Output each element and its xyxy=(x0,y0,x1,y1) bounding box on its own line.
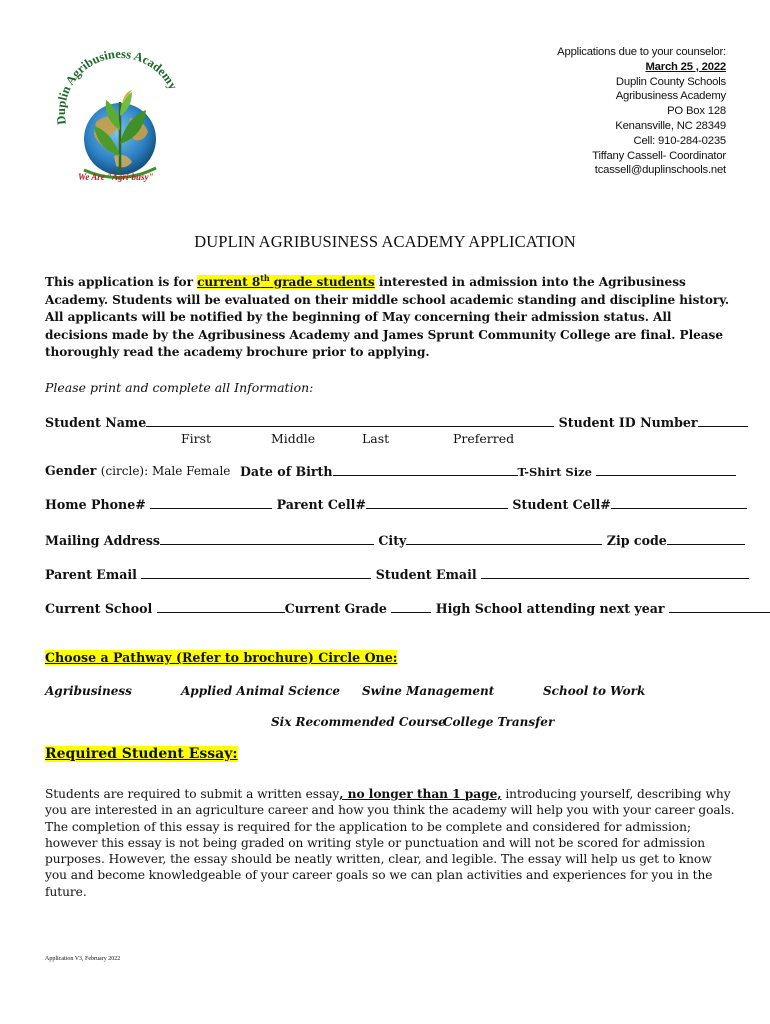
city-state-zip: Kenansville, NC 28349 xyxy=(615,119,726,132)
intro-highlight-a: current 8 xyxy=(197,275,261,289)
zip-label: Zip code xyxy=(606,533,667,548)
essay-instructions xyxy=(45,786,735,900)
dob-row xyxy=(240,463,736,479)
next-school-field[interactable] xyxy=(669,600,770,613)
coordinator-name: Tiffany Cassell- Coordinator xyxy=(592,149,726,162)
city-field[interactable] xyxy=(406,532,602,545)
parent-cell-label: Parent Cell# xyxy=(276,497,367,512)
pathway-agribusiness[interactable]: Agribusiness xyxy=(45,684,132,698)
pathway-school-to-work[interactable]: School to Work xyxy=(543,684,646,698)
current-school-label: Current School xyxy=(45,601,153,616)
version-footer: Application V3, February 2022 xyxy=(45,956,121,962)
current-school-field[interactable] xyxy=(157,600,285,613)
parent-cell-field[interactable] xyxy=(366,496,508,509)
student-name-field[interactable] xyxy=(146,414,554,427)
gender-label: Gender xyxy=(45,463,97,478)
name-part-last: Last xyxy=(362,431,390,446)
pathway-animal-science[interactable]: Applied Animal Science xyxy=(181,684,341,698)
due-label: Applications due to your counselor: xyxy=(557,46,726,58)
coordinator-email: tcassell@duplinschools.net xyxy=(594,164,726,177)
academy-name: Agribusiness Academy xyxy=(615,90,726,103)
due-date: March 25 , 2022 xyxy=(645,60,726,73)
instructions: Please print and complete all Information: xyxy=(45,380,314,395)
pathway-six-recommended[interactable]: Six Recommended Course xyxy=(271,715,446,729)
name-part-middle: Middle xyxy=(271,431,316,446)
student-id-label: Student ID Number xyxy=(558,415,698,430)
logo-tagline: We Are "Agri-busy" xyxy=(78,172,154,182)
dob-label: Date of Birth xyxy=(240,464,333,479)
student-email-field[interactable] xyxy=(481,566,749,579)
pathway-heading: Choose a Pathway (Refer to brochure) Circle One: xyxy=(45,650,398,665)
cell-phone: Cell: 910-284-0235 xyxy=(633,134,726,147)
address-row xyxy=(45,532,745,548)
student-cell-label: Student Cell# xyxy=(512,497,611,512)
essay-page-limit: , no longer than 1 page, xyxy=(339,787,502,801)
tshirt-label: T-Shirt Size xyxy=(517,465,592,479)
student-name-row xyxy=(45,414,748,430)
essay-text-rest: introducing yourself, describing why you are interested in an agriculture career and how you think the academy will help you with your career goals. The completion of this essay is required for the application to be complete and considered for admission; however this essay is not being graded on writing style or punctuation and will not be scored for admission purposes. However, the essay should be neatly written, clear, and legible. The essay will help us get to know you and become knowledgeable of your career goals so we can plan activities and experiences for you in the future. xyxy=(45,787,735,899)
essay-text-start: Students are required to submit a written essay xyxy=(45,787,340,801)
phone-row xyxy=(45,496,747,512)
city-label: City xyxy=(378,533,407,548)
name-part-first: First xyxy=(181,431,212,446)
email-row xyxy=(45,566,749,582)
gender-row xyxy=(45,463,230,478)
gender-options[interactable]: (circle): Male Female xyxy=(100,464,231,478)
mailing-address-field[interactable] xyxy=(160,532,374,545)
essay-heading: Required Student Essay: xyxy=(45,746,238,762)
name-part-preferred: Preferred xyxy=(453,431,515,446)
mailing-address-label: Mailing Address xyxy=(45,533,161,548)
parent-email-field[interactable] xyxy=(141,566,371,579)
current-grade-field[interactable] xyxy=(391,600,431,613)
student-name-label: Student Name xyxy=(45,415,147,430)
district-name: Duplin County Schools xyxy=(615,75,726,88)
home-phone-field[interactable] xyxy=(150,496,272,509)
student-cell-field[interactable] xyxy=(611,496,747,509)
pathway-college-transfer[interactable]: College Transfer xyxy=(443,715,555,729)
student-email-label: Student Email xyxy=(375,567,477,582)
contact-block xyxy=(406,45,726,178)
intro-highlight-b: grade students xyxy=(269,275,375,289)
student-id-field[interactable] xyxy=(698,414,748,427)
intro-text-start: This application is for xyxy=(45,275,198,289)
page-title: DUPLIN AGRIBUSINESS ACADEMY APPLICATION xyxy=(194,232,576,251)
intro-sup: th xyxy=(260,272,270,283)
po-box: PO Box 128 xyxy=(667,105,726,118)
home-phone-label: Home Phone# xyxy=(45,497,146,512)
intro-text-rest: interested in admission into the Agribusiness Academy. Students will be evaluated on their middle school academic standing and discipline history. All applicants will be notified by the beginning of May concerning their admission status. All decisions made by the Agribusiness Academy and James Sprunt Community College are final. Please thoroughly read the academy brochure prior to applying. xyxy=(45,275,729,360)
tshirt-field[interactable] xyxy=(596,463,736,476)
school-row xyxy=(45,600,770,616)
intro-paragraph xyxy=(45,274,735,362)
intro-highlight xyxy=(197,272,375,289)
academy-logo xyxy=(44,44,194,194)
parent-email-label: Parent Email xyxy=(45,567,137,582)
next-school-label: High School attending next year xyxy=(435,601,665,616)
logo-arc-text: Duplin Agribusiness Academy xyxy=(53,46,181,126)
pathway-swine-management[interactable]: Swine Management xyxy=(362,684,495,698)
zip-field[interactable] xyxy=(667,532,745,545)
dob-field[interactable] xyxy=(333,463,518,476)
current-grade-label: Current Grade xyxy=(284,601,387,616)
